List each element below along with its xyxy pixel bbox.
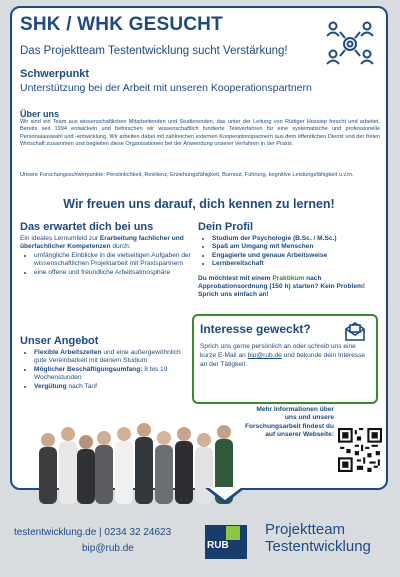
interest-heading: Interesse geweckt?	[200, 322, 311, 336]
flyer-card	[10, 6, 388, 490]
offer-text: und eine außergewöhnlich gute Vereinbarkeit mit deinem Studium	[34, 349, 181, 365]
expectations-section	[20, 221, 192, 277]
ueber-uns-heading: Über uns	[20, 109, 60, 119]
offer-bold: Möglicher Beschäftigungsumfang:	[34, 365, 143, 373]
research-focus-text: Unsere Forschungsschwerpunkte: Persönlichkeit, Resilienz, Erziehungsfähigkeit, Burnout, Führung, kognitive Leistungsfähigkeit u.v.m.	[20, 172, 354, 178]
page-subtitle: Das Projektteam Testentwicklung sucht Verstärkung!	[20, 45, 288, 57]
footer-email-link[interactable]: bip@rub.de	[82, 543, 134, 554]
internship-highlight: Praktikum	[272, 274, 305, 282]
list-item: • Engagierte und genaue Arbeitsweise	[212, 252, 376, 260]
internship-c: nach Approbationsordnung (150 h) starten? Kein Problem! Sprich uns einfach an!	[198, 274, 366, 299]
logo-title-line1: Projektteam	[265, 521, 346, 538]
list-item: • eine offene und freundliche Arbeitsatmosphäre	[34, 269, 192, 277]
internship-note	[198, 275, 376, 300]
offer-section	[20, 335, 192, 391]
expectations-heading: Das erwartet dich bei uns	[20, 221, 154, 233]
list-item	[34, 349, 192, 366]
interest-box	[192, 314, 378, 404]
list-item	[34, 383, 192, 391]
rub-logo-text: RUB	[207, 540, 229, 551]
interest-text-b: und bekunde dein Interesse an der Tätigkeit.	[200, 352, 366, 368]
ueber-uns-text: Wir sind ein Team aus wissenschaftlichen Mitarbeitenden und Studierenden, das unter der Leitung von Rüdiger Hossiep forscht und arbeitet. Bereits seit 1994 entwickeln und beforschen wir wissenschaftlich fundierte Testverfahren für eine systematische und professionelle Personalauswahl und -entwicklung. Wir arbeiten dabei mit zahlreichen externen Kooperationspartnern aus dem öffentlichen Dienst und der freien Wirtschaft zusammen und begleiten diese Organisationen bei der Anwendung unserer Verfahren in der Praxis.	[20, 119, 380, 148]
expectations-intro	[20, 235, 192, 252]
offer-heading: Unser Angebot	[20, 335, 99, 347]
schwerpunkt-heading: Schwerpunkt	[20, 68, 90, 80]
team-network-icon	[324, 18, 376, 70]
contact-line[interactable]: testentwicklung.de | 0234 32 24623	[14, 527, 172, 538]
offer-bold: Flexible Arbeitszeiten	[34, 349, 102, 356]
intro-plain: Ein ideales Lernumfeld zur	[20, 235, 100, 242]
internship-a: Du möchtest mit einem	[198, 274, 273, 282]
list-item: • Lernbereitschaft	[212, 260, 376, 268]
offer-bold: Vergütung	[34, 382, 67, 390]
intro-bold: Erarbeitung fachlicher und überfachlicher Kompetenzen	[20, 235, 184, 251]
interest-email-link[interactable]: bip@rub.de	[247, 352, 282, 359]
logo-title-line2: Testentwicklung	[265, 538, 371, 555]
more-info-text: Mehr Informationen über uns und unsere Forschungsarbeit findest du auf unserer Webseite:	[244, 406, 334, 439]
list-item: • Studium der Psychologie (B.Sc. / M.Sc.)	[212, 235, 376, 243]
list-item: • umfängliche Einblicke in die vielseitigen Aufgaben der wissenschaftlichen Projektarbeit mit Praxispartnern	[34, 252, 192, 269]
list-item	[34, 366, 192, 383]
intro-end: durch:	[110, 243, 131, 251]
profile-list	[198, 235, 376, 269]
schwerpunkt-text: Unterstützung bei der Arbeit mit unseren Kooperationspartnern	[20, 82, 312, 94]
interest-text	[200, 342, 370, 369]
profile-heading: Dein Profil	[198, 221, 254, 233]
interest-text-a: Sprich uns gerne persönlich an oder schreib uns eine kurze E-Mail an	[200, 343, 356, 359]
rub-logo-accent	[226, 526, 240, 540]
offer-text: 8 bis 19 Wochenstunden	[34, 365, 168, 382]
welcome-banner: Wir freuen uns darauf, dich kennen zu lernen!	[63, 197, 335, 211]
list-item: • Spaß am Umgang mit Menschen	[212, 243, 376, 251]
offer-list	[20, 349, 192, 391]
page-title: SHK / WHK GESUCHT	[20, 14, 223, 35]
profile-section	[198, 221, 376, 300]
qr-code[interactable]	[338, 428, 382, 472]
mail-icon	[344, 320, 366, 342]
speech-bubble-tail-inner	[208, 487, 242, 500]
expectations-list	[20, 252, 192, 277]
offer-text: nach Tarif	[66, 382, 97, 390]
